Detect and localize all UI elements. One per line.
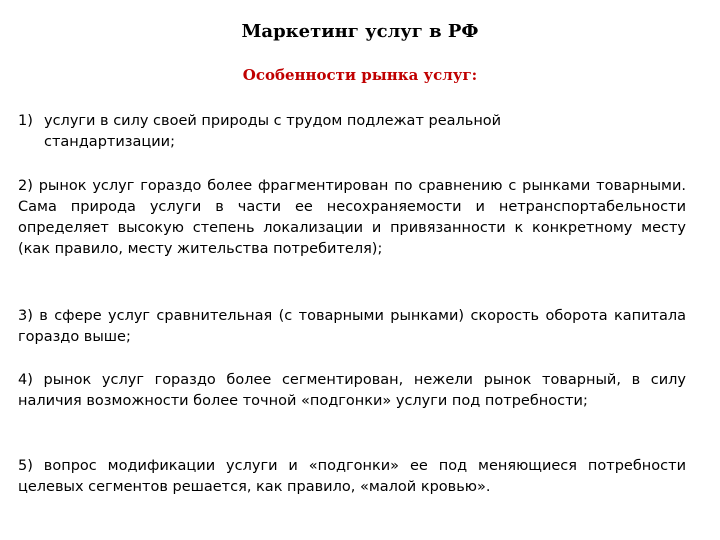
list-item-1-line1: услуги в силу своей природы с трудом подлежат реальной — [44, 113, 502, 129]
list-item-1 — [18, 111, 686, 153]
slide-subtitle: Особенности рынка услуг: — [242, 66, 478, 84]
list-item-4: 4) рынок услуг гораздо более сегментирован, нежели рынок товарный, в силу наличия возможности более точной «подгонки» услуги под потребности; — [18, 372, 686, 409]
list-item-1-line2: стандартизации; — [44, 134, 175, 150]
list-item-5: 5) вопрос модификации услуги и «подгонки» ее под меняющиеся потребности целевых сегментов решается, как правило, «малой кровью». — [18, 458, 686, 495]
slide-title: Маркетинг услуг в РФ — [241, 21, 479, 42]
list-item-1-number: 1) — [18, 113, 33, 129]
list-item-2: 2) рынок услуг гораздо более фрагментирован по сравнению с рынками товарными. Сама природа услуги в части ее несохраняемости и нетранспортабельности определяет высокую степень локализации и привязанности к конкретному месту (как правило, месту жительства потребителя); — [18, 178, 686, 257]
list-item-3: 3) в сфере услуг сравнительная (с товарными рынками) скорость оборота капитала гораздо выше; — [18, 308, 686, 345]
